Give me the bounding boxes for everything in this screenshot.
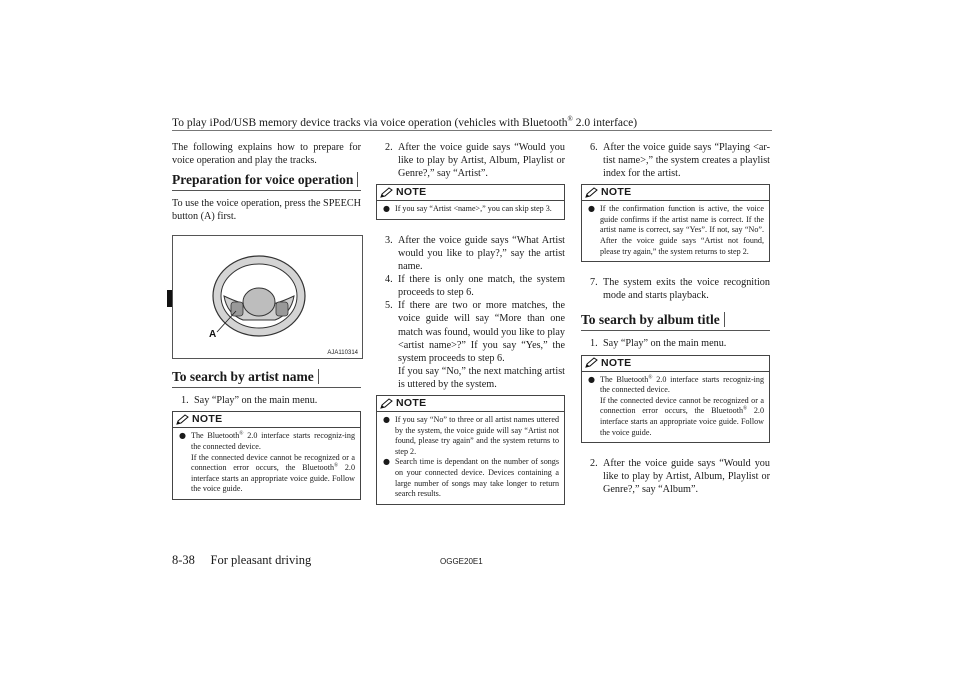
list-item: 2. After the voice guide says “Would you like to play by Artist, Album, Playlist or Genre?,” say “Artist”. — [385, 142, 565, 180]
note-pencil-icon — [176, 414, 189, 425]
list-item: 1. Say “Play” on the main menu. — [590, 338, 727, 350]
note-item: ● Search time is dependant on the number of songs on your connected device. Devices containing a large number of songs may take longer to return search results. — [383, 457, 559, 499]
callout-a: A — [209, 329, 217, 341]
artist-steps-cont — [376, 141, 565, 180]
steering-wheel-figure — [172, 235, 363, 359]
note-box: NOTE ● If you say “No” to three or all artist names uttered by the system, the voice guide will say “Artist not found, please try again” and the system returns to step 2. ● Search time is dependant on the number of songs on your connected device. Devices containing a large number of songs may take longer to return search results. — [376, 395, 565, 505]
steering-wheel-icon — [173, 236, 362, 358]
list-item: 3. After the voice guide says “What Artist would you like to play?,” say the artist name. — [385, 234, 565, 273]
artist-steps-6 — [581, 141, 770, 180]
note-box: NOTE ● If the confirmation function is active, the voice guide confirms if the artist name is correct. If the artist name is correct, say “Yes”. If not, say “No”. After the voice guide says “Artist not found, please try again,” the system returns to step 2. — [581, 184, 770, 262]
page-number: 8-38 — [172, 553, 195, 567]
preparation-paragraph: To use the voice operation, press the SPEECH button (A) first. — [172, 198, 361, 223]
header-rule — [172, 130, 772, 131]
list-item: 7. The system exits the voice recognition mode and starts playback. — [590, 277, 770, 302]
list-item: 2. After the voice guide says “Would you like to play by Artist, Album, Playlist or Genre?,” say “Album”. — [590, 458, 770, 496]
page-footer — [172, 553, 311, 568]
note-item: ● The Bluetooth® 2.0 interface starts recogniz-ing the connected device. If the connected device cannot be recognized or a connection error occurs, the Bluetooth® 2.0 interface starts an appropriate voice guide. Follow the voice guide. — [179, 430, 356, 494]
note-item: ● If you say “No” to three or all artist names uttered by the system, the voice guide will say “Artist not found, please try again” and the system returns to step 2. — [383, 415, 559, 456]
footer-section: For pleasant driving — [210, 553, 312, 567]
note-item: ● If the confirmation function is active, the voice guide confirms if the artist name is correct. If the artist name is correct, say “Yes”. If not, say “No”. After the voice guide says “Artist not found, please try again,” the system returns to step 2. — [588, 204, 764, 256]
document-code: OGGE20E1 — [440, 557, 483, 566]
column-2 — [376, 141, 565, 512]
note-item: ● If you say “Artist <name>,” you can skip step 3. — [383, 204, 552, 214]
section-heading-preparation: Preparation for voice operation — [172, 172, 361, 191]
note-box: NOTE ● The Bluetooth® 2.0 interface starts recogniz-ing the connected device. If the connected device cannot be recognized or a connection error occurs, the Bluetooth® 2.0 interface starts an appropriate voice guide. Follow the voice guide. — [581, 355, 770, 444]
artist-steps — [172, 394, 361, 407]
list-item: 5. If there are two or more matches, the voice guide will say “More than one match was found, would you like to play <artist name>?” If you say “Yes,” the system proceeds to step 6. If you say “No,” the next matching artist is uttered by the system. — [385, 300, 565, 390]
note-pencil-icon — [380, 187, 393, 198]
album-steps — [581, 337, 770, 350]
note-box: NOTE ● If you say “Artist <name>,” you can skip step 3. — [376, 184, 565, 220]
artist-steps-3-5 — [376, 234, 565, 391]
artist-steps-7 — [581, 276, 770, 302]
note-pencil-icon — [585, 187, 598, 198]
figure-code: AJA110314 — [327, 350, 358, 357]
album-steps-2 — [581, 457, 770, 496]
running-header: To play iPod/USB memory device tracks via voice operation (vehicles with Bluetooth® 2.0 interface) — [172, 115, 638, 129]
list-item: 6. After the voice guide says “Playing <ar-tist name>,” the system creates a playlist index for the artist. — [590, 142, 770, 180]
section-heading-album: To search by album title — [581, 312, 770, 331]
intro-paragraph: The following explains how to prepare for voice operation and play the tracks. — [172, 142, 361, 167]
column-3 — [581, 141, 770, 496]
note-box: NOTE ● The Bluetooth® 2.0 interface starts recogniz-ing the connected device. If the connected device cannot be recognized or a connection error occurs, the Bluetooth® 2.0 interface starts an appropriate voice guide. Follow the voice guide. — [172, 411, 361, 500]
column-1 — [172, 141, 361, 507]
list-item: 1. Say “Play” on the main menu. — [181, 395, 318, 407]
list-item: 4. If there is only one match, the system proceeds to step 6. — [385, 274, 565, 299]
note-pencil-icon — [380, 398, 393, 409]
section-heading-artist: To search by artist name — [172, 369, 361, 388]
note-pencil-icon — [585, 357, 598, 368]
note-item: ● The Bluetooth® 2.0 interface starts recogniz-ing the connected device. If the connected device cannot be recognized or a connection error occurs, the Bluetooth® 2.0 interface starts an appropriate voice guide. Follow the voice guide. — [588, 373, 765, 437]
